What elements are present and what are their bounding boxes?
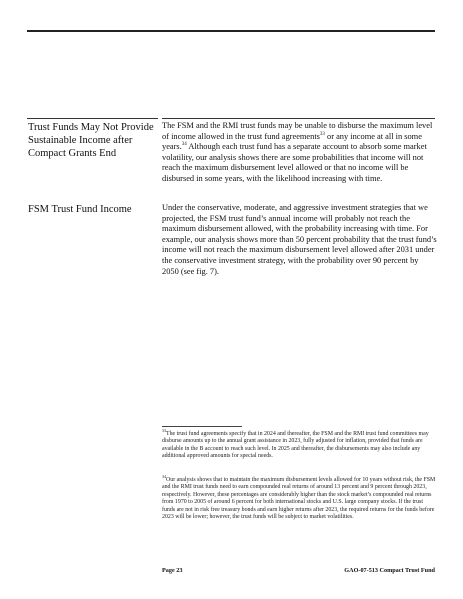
report-id: GAO-07-513 Compact Trust Fund (344, 567, 435, 574)
footnote-33 (162, 428, 437, 461)
footnote-text: Our analysis shows that to maintain the maximum disbursement levels allowed for 10 years without risk, the FSM and the RMI trust funds need to earn compounded real returns of around 13 percent and 9 percent through 2023, respectively. However, these percentages are considerably higher than the stock market’s compounded real returns from 1970 to 2005 of around 6 percent for both international stocks and U.S. large company stocks. If the trust funds are not in risk free treasury bonds and earn higher returns after 2023, the required returns for the funds before 2023 will be lower; however, the trust funds will be subject to market volatilities. (162, 477, 436, 521)
section-heading-trust-funds: Trust Funds May Not Provide Sustainable Income after Compact Grants End (28, 122, 154, 160)
footnote-number: 33 (162, 428, 166, 434)
footnote-ref: 34 (181, 142, 187, 148)
section-rule-left (27, 118, 158, 119)
paragraph-trust-funds (162, 121, 437, 185)
footnote-text: The trust fund agreements specify that in 2024 and thereafter, the FSM and the RMI trust fund committees may disburse amounts up to the annual grant assistance in 2023, fully adjusted for inflation, provided that funds are available in the B account to reach such level. In 2025 and thereafter, the disbursements may also include any additional approved amounts for special needs. (162, 431, 429, 460)
paragraph-fsm-income: Under the conservative, moderate, and aggressive investment strategies that we projected, the FSM trust fund’s annual income will probably not reach the maximum disbursement allowed, with the probability increasing with time. For example, our analysis shows more than 50 percent probability that the trust fund’s income will not reach the maximum disbursement level allowed after 2031 under the conservative investment strategy, with the probability over 90 percent by 2050 (see fig. 7). (162, 203, 437, 276)
paragraph-text: The FSM and the RMI trust funds may be unable to disburse the maximum level of income allowed in the trust fund agreements (162, 121, 433, 141)
footnote-rule (162, 426, 242, 427)
footnote-number: 34 (162, 474, 166, 480)
paragraph-text: Although each trust fund has a separate account to absorb some market volatility, our analysis shows there are some probabilities that income will not reach the maximum disbursement level allowed or that no income will be disbursed in some years, with the likelihood increasing with time. (162, 142, 427, 183)
footnote-34 (162, 474, 437, 521)
section-heading-fsm-income: FSM Trust Fund Income (28, 204, 132, 215)
footnote-ref: 33 (319, 131, 325, 137)
section-rule-right (162, 118, 435, 119)
page-number: Page 23 (162, 567, 183, 574)
header-rule (27, 30, 435, 32)
paragraph-text: or any income at all in some years. (162, 131, 422, 152)
